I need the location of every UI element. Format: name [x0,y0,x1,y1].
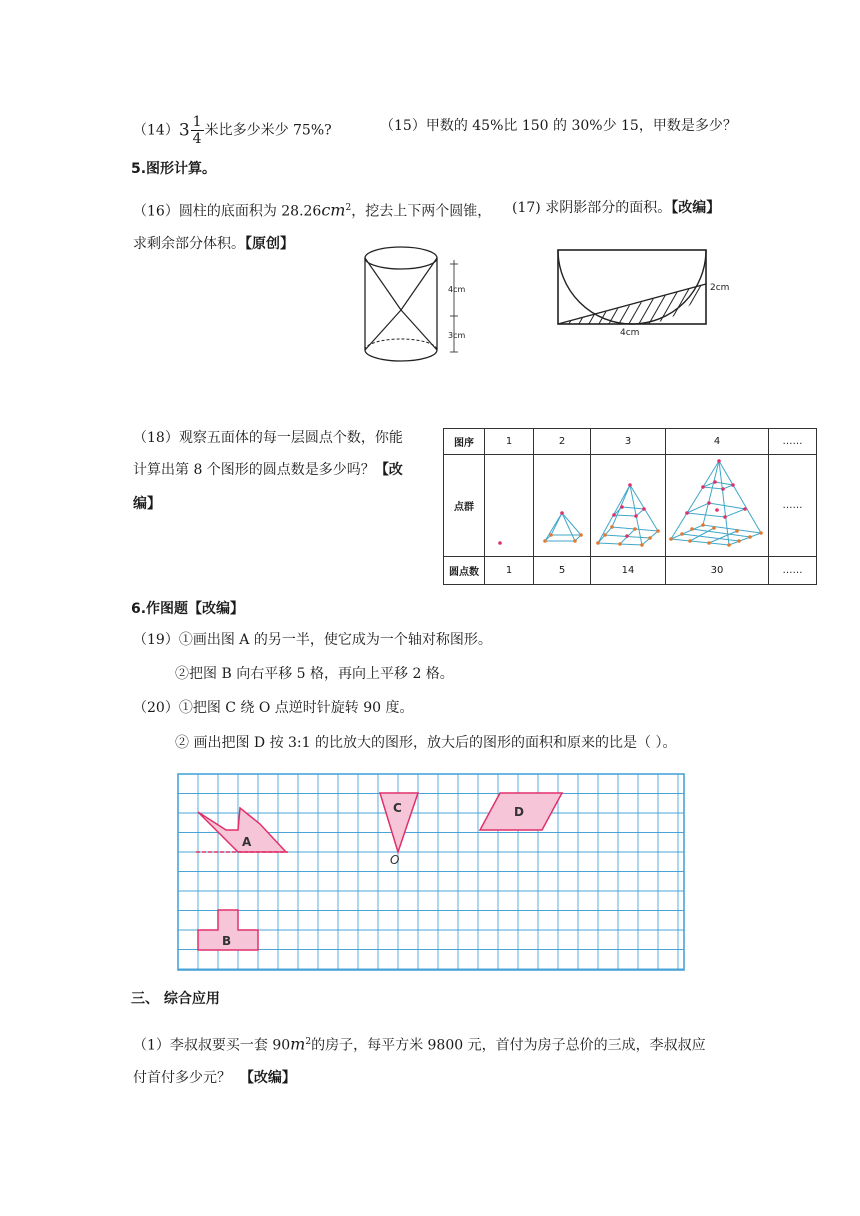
question-16-line2: 求剩余部分体积。【原创】 [133,236,294,252]
count-4: 30 [666,557,769,585]
question-14 [133,114,332,147]
cylinder-top-label: 4cm [448,285,466,294]
col-4: 4 [666,429,769,455]
question-18-line2: 计算出第 8 个图形的圆点数是多少吗？【改 [133,462,403,478]
section-6-heading: 6.作图题【改编】 [131,601,245,617]
header-figure-order: 图序 [444,429,485,455]
q14-suffix: 米比多少米少 75%? [204,122,332,139]
count-3: 14 [591,557,666,585]
cylinder-bottom-label: 3cm [448,331,466,340]
label-b: B [222,934,232,948]
section-3-heading: 三、 综合应用 [131,991,220,1007]
count-1: 1 [485,557,534,585]
question-20a: （20）①把图 C 绕 O 点逆时针旋转 90 度。 [133,700,414,716]
question-17: (17) 求阴影部分的面积。【改编】 [512,200,721,216]
question-15: （15）甲数的 45%比 150 的 30%少 15，甲数是多少？ [380,118,737,134]
dot-figure-2 [534,455,591,557]
question-16-line1: （16）圆柱的底面积为 $28.26cm^2$，挖去上下两个圆锥， [133,200,492,220]
dot-figure-1 [485,455,534,557]
dot-figure-more: …… [769,455,817,557]
header-dot-count: 圆点数 [444,557,485,585]
rect-height-label: 2cm [710,283,730,293]
question-18-line1: （18）观察五面体的每一层圆点个数，你能 [133,430,403,446]
col-1: 1 [485,429,534,455]
shaded-rectangle-figure [552,246,742,338]
count-more: …… [769,557,817,585]
col-2: 2 [534,429,591,455]
count-2: 5 [534,557,591,585]
label-c: C [393,801,402,815]
q14-fraction: $\frac{1}{4}$ [192,114,202,147]
application-1-line1: （1）李叔叔要买一套 $90m^2$的房子，每平方米 9800 元，首付为房子总价的三成，李叔叔应 [133,1034,706,1054]
dot-pattern-table [443,428,817,585]
app1-tag: 【改编】 [239,1070,296,1086]
label-a: A [242,835,252,849]
drawing-grid [176,772,686,972]
q18-tag-a: 【改 [374,462,403,478]
question-18-tag-b: 编】 [133,496,161,512]
col-3: 3 [591,429,666,455]
application-1-line2: 付首付多少元？ 【改编】 [133,1070,296,1086]
cylinder-figure [360,240,480,372]
section-5-heading: 5.图形计算。 [131,161,217,177]
label-d: D [514,805,524,819]
label-o: O [390,853,400,867]
dot-figure-3 [591,455,666,557]
q16-tag: 【原创】 [245,236,294,252]
col-more: …… [769,429,817,455]
header-dot-group: 点群 [444,455,485,557]
q14-prefix: （14） [133,122,179,139]
question-19b: ②把图 B 向右平移 5 格，再向上平移 2 格。 [175,666,454,682]
rect-width-label: 4cm [620,328,640,338]
q17-tag: 【改编】 [671,200,721,216]
q14-whole: 3 [178,120,190,141]
dot-figure-4 [666,455,769,557]
question-19a: （19）①画出图 A 的另一半，使它成为一个轴对称图形。 [133,632,492,648]
question-20b: ② 画出把图 D 按 3:1 的比放大的图形，放大后的图形的面积和原来的比是（ ）。 [175,735,677,751]
